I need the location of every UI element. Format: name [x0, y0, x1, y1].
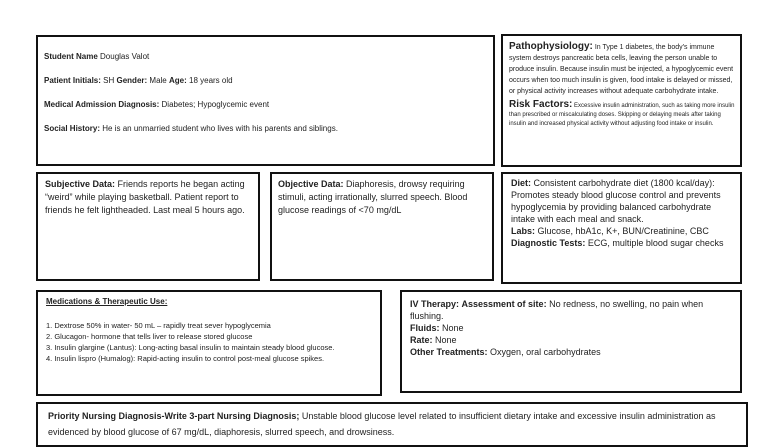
social-history-line: Social History: He is an unmarried student who lives with his parents and siblings. — [44, 124, 338, 133]
medication-item: 4. Insulin lispro (Humalog): Rapid-acting insulin to control post-meal glucose spikes. — [46, 354, 325, 363]
objective-data-text: Objective Data: Diaphoresis, drowsy requiring stimuli, acting irrationally, slurred speech. Blood glucose readings of <70 mg/dL — [278, 179, 468, 215]
patient-info-box — [36, 35, 495, 166]
medication-item: 2. Glucagon- hormone that tells liver to release stored glucose — [46, 332, 253, 341]
pathophysiology-box — [501, 34, 742, 167]
pathophysiology-text: Pathophysiology: In Type 1 diabetes, the body's immune system destroys pancreatic beta cells, leaving the person unable to produce insulin. Because insulin must be injected, a hypoglycemic event occurs when too much insulin is given, food intake is delayed or missed, or physical activity increases without adequate carbohydrate intake. — [509, 41, 734, 95]
iv-site-text: IV Therapy: Assessment of site: No redness, no swelling, no pain when flushing. — [410, 299, 704, 321]
other-treatments-text: Other Treatments: Oxygen, oral carbohydrates — [410, 347, 601, 357]
medications-box — [36, 290, 382, 396]
iv-rate-text: Rate: None — [410, 335, 457, 345]
subjective-data-text: Subjective Data: Friends reports he began acting “weird” while playing basketball. Patient report to friends he felt lightheaded. Last meal 5 hours ago. — [45, 179, 245, 215]
iv-therapy-box — [400, 290, 742, 393]
nursing-diagnosis-text: Priority Nursing Diagnosis-Write 3-part Nursing Diagnosis; Unstable blood glucose level related to insufficient dietary intake and excessive insulin administration as evidenced by blood glucose of 67 mg/dL, diaphoresis, slurred speech, and drowsiness. — [48, 411, 716, 437]
medications-title: Medications & Therapeutic Use: — [46, 297, 168, 306]
admission-diagnosis-line: Medical Admission Diagnosis: Diabetes; Hypoglycemic event — [44, 100, 270, 109]
objective-data-box — [270, 172, 494, 281]
student-name-line — [44, 51, 493, 63]
patient-initials-line: Patient Initials: SH Gender: Male Age: 18 years old — [44, 76, 233, 85]
diagnostic-tests-text: Diagnostic Tests: ECG, multiple blood sugar checks — [511, 238, 724, 248]
diet-labs-box — [501, 172, 742, 284]
nursing-diagnosis-box — [36, 402, 748, 447]
medications-list — [46, 320, 372, 364]
diet-text: Diet: Consistent carbohydrate diet (1800 kcal/day): Promotes steady blood glucose control and prevents hypoglycemia by providing balanced carbohydrate intake with each meal and snack. — [511, 178, 721, 224]
iv-fluids-text: Fluids: None — [410, 323, 464, 333]
subjective-data-box — [36, 172, 260, 281]
labs-text: Labs: Glucose, hbA1c, K+, BUN/Creatinine, CBC — [511, 226, 709, 236]
medication-item: 3. Insulin glargine (Lantus): Long-acting basal insulin to maintain steady blood glucose. — [46, 343, 335, 352]
medication-item: 1. Dextrose 50% in water- 50 mL – rapidly treat sever hypoglycemia — [46, 321, 271, 330]
risk-factors-text: Risk Factors: Excessive insulin administration, such as taking more insulin than prescribed or miscalculating doses. Skipping or delaying meals after taking insulin and increased physical activity without adjusting food intake or insulin. — [509, 99, 735, 127]
student-name-value: Douglas Valot — [100, 52, 150, 61]
student-name-label: Student Name — [44, 52, 98, 61]
